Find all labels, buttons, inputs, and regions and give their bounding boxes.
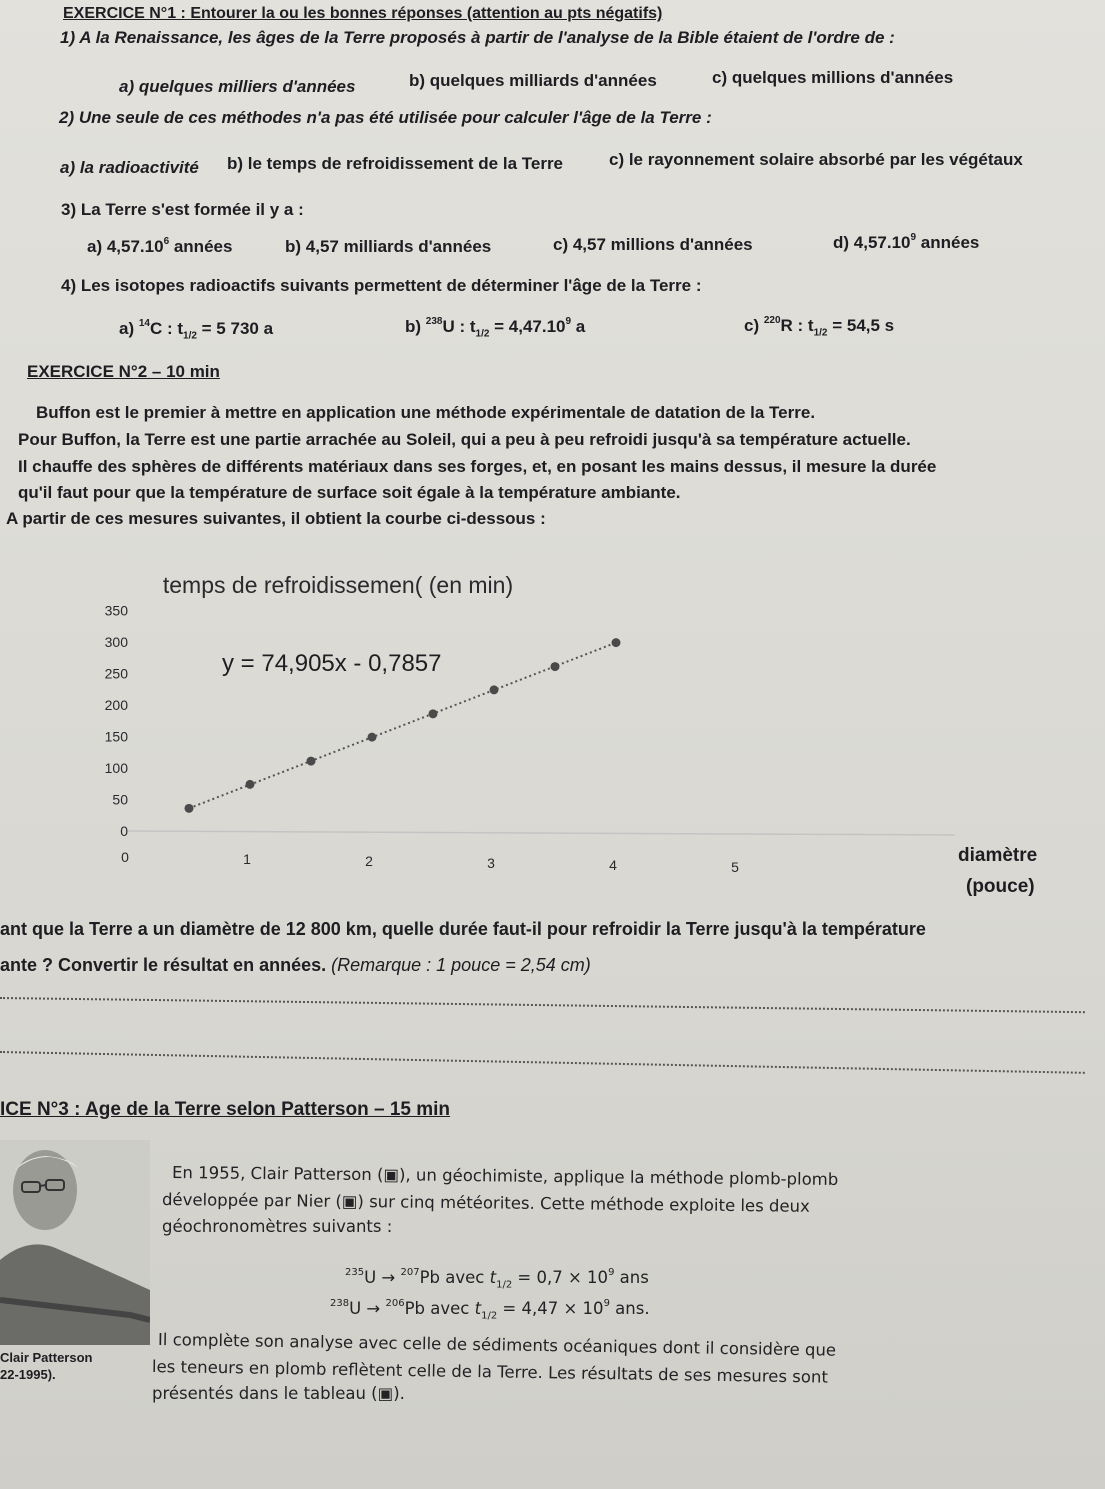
- q3-option-a[interactable]: a) 4,57.10$^6$ années: [87, 236, 233, 256]
- x-tick-label: 5: [731, 859, 739, 875]
- x-tick-label: 4: [609, 857, 617, 873]
- data-point: [307, 757, 316, 766]
- ex2-title: EXERCICE N°2 – 10 min: [27, 362, 220, 381]
- answer-line[interactable]: [0, 1051, 1085, 1074]
- q3-option-b[interactable]: b) 4,57 milliards d'années: [285, 237, 492, 256]
- x-axis-line: [128, 831, 955, 835]
- q4-option-c[interactable]: c) $^{220}$R : $t_{1/2} = 54,5$ s: [744, 315, 895, 339]
- q1-option-c[interactable]: c) quelques millions d'années: [712, 68, 954, 87]
- geochronometer-formula: $^{235}$U → $^{207}$Pb avec $t_{1/2} = 0,7 \times 10^9$ ans: [345, 1267, 649, 1291]
- data-point: [551, 662, 560, 671]
- ex3-text-line: En 1955, Clair Patterson (▣), un géochimiste, applique la méthode plomb-plomb: [171, 1163, 839, 1189]
- ex2-paragraph-line: Il chauffe des sphères de différents matériaux dans ses forges, et, en posant les mains dessus, il mesure la durée: [18, 457, 937, 476]
- q1-option-a[interactable]: a) quelques milliers d'années: [119, 77, 356, 96]
- patterson-photo: [0, 1140, 150, 1345]
- chart-title: temps de refroidissemen( (en min): [162, 572, 514, 598]
- data-point: [429, 709, 438, 718]
- y-tick-label: 50: [112, 791, 128, 808]
- ex3-text-line: les teneurs en plomb reflètent celle de la Terre. Les résultats de ses mesures sont: [151, 1357, 829, 1387]
- y-tick-label: 0: [120, 823, 128, 839]
- cooling-time-chart: [0, 560, 1105, 900]
- q2-option-c[interactable]: c) le rayonnement solaire absorbé par les végétaux: [609, 150, 1023, 169]
- y-tick-label: 250: [104, 665, 128, 682]
- ex1-title: EXERCICE N°1 : Entourer la ou les bonnes réponses (attention au pts négatifs): [63, 5, 663, 22]
- ex3-title: ICE N°3 : Age de la Terre selon Patterson – 15 min: [0, 1099, 451, 1120]
- q2-text: 2) Une seule de ces méthodes n'a pas été utilisée pour calculer l'âge de la Terre :: [59, 108, 712, 127]
- data-point: [246, 780, 255, 789]
- ex3-text-line: développée par Nier (▣) sur cinq météorites. Cette méthode exploite les deux: [161, 1190, 810, 1216]
- answer-line[interactable]: [0, 997, 1085, 1013]
- y-tick-label: 200: [104, 697, 128, 713]
- ex2-paragraph-line: qu'il faut pour que la température de surface soit égale à la température ambiante.: [18, 483, 681, 502]
- q4-text: 4) Les isotopes radioactifs suivants permettent de déterminer l'âge de la Terre :: [61, 276, 702, 295]
- x-tick-label: 0: [121, 849, 129, 865]
- photo-caption-dates: 22-1995).: [0, 1367, 56, 1382]
- y-tick-label: 350: [104, 602, 128, 619]
- q1-option-b[interactable]: b) quelques milliards d'années: [409, 71, 657, 90]
- q4-option-a[interactable]: a) $^{14}$C : $t_{1/2} = 5$ 730 a: [119, 318, 274, 342]
- geochronometer-formula: $^{238}$U → $^{206}$Pb avec $t_{1/2} = 4,47 \times 10^9$ ans.: [330, 1298, 650, 1322]
- ex2-question-line: ante ? Convertir le résultat en années. (Remarque : 1 pouce = 2,54 cm): [0, 955, 591, 975]
- trendline-equation: y = 74,905x - 0,7857: [222, 650, 442, 677]
- q3-option-c[interactable]: c) 4,57 millions d'années: [553, 235, 753, 254]
- x-tick-label: 1: [243, 851, 251, 867]
- q2-option-a[interactable]: a) la radioactivité: [60, 158, 199, 177]
- x-tick-label: 3: [487, 855, 495, 871]
- y-tick-label: 150: [104, 728, 128, 745]
- y-tick-label: 100: [104, 760, 128, 776]
- y-tick-label: 300: [104, 634, 128, 650]
- data-point: [490, 685, 499, 694]
- x-axis-label: diamètre: [958, 845, 1038, 866]
- ex3-text-line: présentés dans le tableau (▣).: [152, 1384, 405, 1403]
- x-axis-label-unit: (pouce): [966, 876, 1035, 897]
- ex3-text-line: Il complète son analyse avec celle de sédiments océaniques dont il considère que: [157, 1330, 837, 1360]
- ex2-paragraph-line: Buffon est le premier à mettre en application une méthode expérimentale de datation de la Terre.: [36, 403, 816, 422]
- photo-caption: Clair Patterson: [0, 1350, 93, 1365]
- x-tick-label: 2: [365, 853, 373, 869]
- data-point: [612, 638, 621, 647]
- ex2-paragraph-line: Pour Buffon, la Terre est une partie arrachée au Soleil, qui a peu à peu refroidi jusqu'à sa température actuelle.: [18, 430, 911, 449]
- q2-option-b[interactable]: b) le temps de refroidissement de la Terre: [227, 154, 564, 173]
- ex3-text-line: géochronomètres suivants :: [162, 1217, 393, 1236]
- q3-option-d[interactable]: d) 4,57.10$^9$ années: [833, 232, 980, 252]
- q1-text: 1) A la Renaissance, les âges de la Terre proposés à partir de l'analyse de la Bible étaient de l'ordre de :: [60, 28, 895, 47]
- ex2-question-line: ant que la Terre a un diamètre de 12 800 km, quelle durée faut-il pour refroidir la Terre jusqu'à la température: [0, 919, 926, 939]
- data-point: [185, 804, 194, 813]
- q4-option-b[interactable]: b) $^{238}$U : $t_{1/2} = 4,47.10^9$ a: [405, 316, 586, 340]
- ex2-paragraph-line: A partir de ces mesures suivantes, il obtient la courbe ci-dessous :: [6, 509, 546, 528]
- q3-text: 3) La Terre s'est formée il y a :: [61, 200, 304, 219]
- data-point: [368, 733, 377, 742]
